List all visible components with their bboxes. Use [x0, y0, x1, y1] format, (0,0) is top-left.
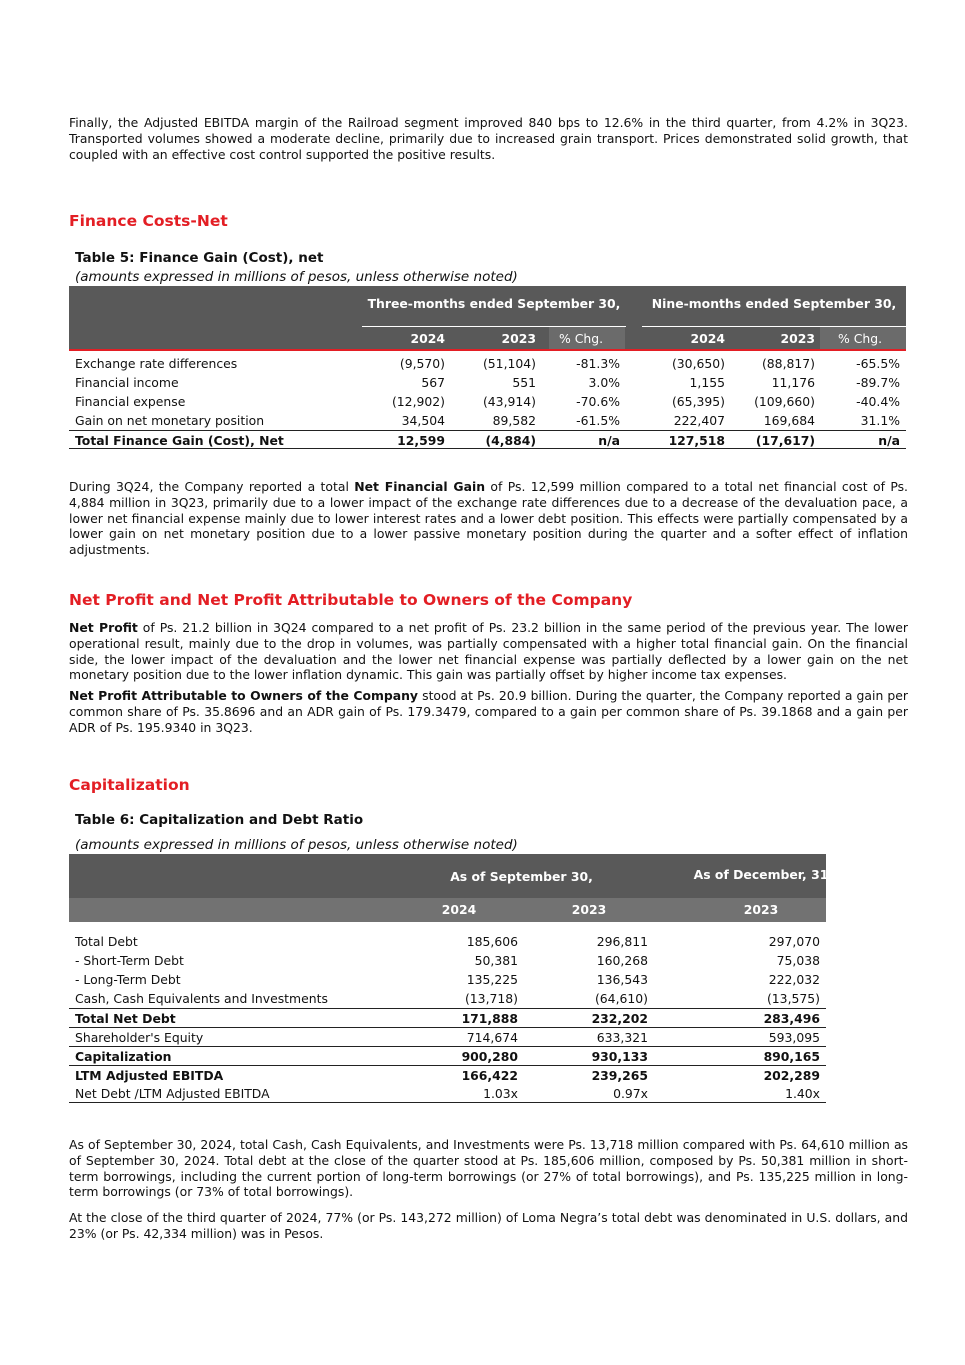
table-row [69, 411, 906, 430]
row-label: Total Debt [75, 934, 138, 949]
col-chg-3m: % Chg. [559, 331, 604, 346]
cell: 239,265 [591, 1068, 648, 1083]
finance-table [69, 286, 906, 449]
cell: (43,914) [482, 394, 536, 409]
cell: 89,582 [492, 413, 536, 428]
intro-paragraph: Finally, the Adjusted EBITDA margin of the Railroad segment improved 840 bps to 12.6% in the third quarter, from 4.2% in 3Q23. Transported volumes showed a moderate decline, primarily due to increased grain transport. Prices demonstrated solid growth, that coupled with an effective cost control supported the positive results. [69, 115, 908, 162]
capitalization-paragraph-1: As of September 30, 2024, total Cash, Cash Equivalents, and Investments were Ps. 13,718 million compared with Ps. 64,610 million as of September 30, 2024. Total debt at the close of the quarter stood at Ps. 185,606 million, composed by Ps. 50,381 million in short-term borrowings, including the current portion of long-term borrowings (or 27% of total borrowings), and Ps. 135,225 million in long-term borrowings (or 73% of total borrowings). [69, 1137, 908, 1200]
cell: (65,395) [671, 394, 725, 409]
cell: -65.5% [856, 356, 900, 371]
finance-table-column-header [69, 327, 906, 351]
cell: 296,811 [596, 934, 648, 949]
col-2024-9m: 2024 [690, 331, 725, 346]
cell: 75,038 [776, 953, 820, 968]
col-2023-sep: 2023 [571, 902, 607, 917]
col-2024: 2024 [441, 902, 477, 917]
cell: 3.0% [588, 375, 620, 390]
row-label: - Short-Term Debt [75, 953, 184, 968]
cell: -89.7% [856, 375, 900, 390]
section-title-capitalization: Capitalization [69, 776, 190, 794]
cell: 222,407 [673, 413, 725, 428]
cell: (17,617) [755, 433, 815, 448]
row-label: Net Debt /LTM Adjusted EBITDA [75, 1086, 270, 1101]
row-label: Capitalization [75, 1049, 172, 1064]
row-label: - Long-Term Debt [75, 972, 181, 987]
row-label: Total Net Debt [75, 1011, 176, 1026]
net-profit-paragraph: Net Profit of Ps. 21.2 billion in 3Q24 compared to a net profit of Ps. 23.2 billion in the same period of the previous year. The lower operational result, mainly due to the drop in volumes, was partially compensated with a higher total financial gain. On the financial side, the lower impact of the devaluation and the lower net financial expense was partially deflected by a lower gain on the net monetary position due to the lower inflation dynamic. This gain was partially offset by higher income tax expenses. [69, 620, 908, 683]
row-label: Cash, Cash Equivalents and Investments [75, 991, 328, 1006]
net-profit-owners-paragraph: Net Profit Attributable to Owners of the Company stood at Ps. 20.9 billion. During the quarter, the Company reported a gain per common share of Ps. 35.8696 and an ADR gain of Ps. 179.3479, compared to a gain per common share of Ps. 39.1868 and a gain per ADR of Ps. 195.9340 in 3Q23. [69, 688, 908, 735]
row-label: Financial expense [75, 394, 186, 409]
cell: n/a [878, 433, 900, 448]
cell: 297,070 [768, 934, 820, 949]
group-three-months: Three-months ended September 30, [367, 296, 621, 311]
row-label: Shareholder's Equity [75, 1030, 204, 1045]
table-row [69, 1065, 826, 1084]
cell: (13,718) [464, 991, 518, 1006]
cell: 714,674 [466, 1030, 518, 1045]
cell: 136,543 [596, 972, 648, 987]
cell: (30,650) [671, 356, 725, 371]
cell: (64,610) [594, 991, 648, 1006]
table-row-total [69, 430, 906, 449]
cell: (51,104) [482, 356, 536, 371]
cell: 127,518 [668, 433, 725, 448]
cell: 185,606 [466, 934, 518, 949]
col-chg-9m: % Chg. [838, 331, 883, 346]
cell: -40.4% [856, 394, 900, 409]
row-label: Exchange rate differences [75, 356, 238, 371]
finance-table-group-header [69, 286, 906, 327]
cell: 11,176 [771, 375, 815, 390]
col-2023-dec: 2023 [743, 902, 779, 917]
cell: n/a [598, 433, 620, 448]
capitalization-group-header [69, 854, 829, 898]
cell: 171,888 [461, 1011, 518, 1026]
cell: 34,504 [401, 413, 445, 428]
table5-title: Table 5: Finance Gain (Cost), net [75, 250, 324, 266]
cell: (9,570) [399, 356, 445, 371]
group-as-of-december: As of December, 31 [693, 867, 829, 882]
cell: (13,575) [766, 991, 820, 1006]
cell: 633,321 [596, 1030, 648, 1045]
cell: 1.03x [483, 1086, 518, 1101]
table-row [69, 970, 826, 989]
cell: 900,280 [461, 1049, 518, 1064]
table-row [69, 1046, 826, 1065]
table-row [69, 1084, 826, 1103]
col-2023-3m: 2023 [501, 331, 536, 346]
cell: 31.1% [860, 413, 900, 428]
cell: 222,032 [768, 972, 820, 987]
cell: (12,902) [391, 394, 445, 409]
capitalization-column-header [69, 898, 826, 922]
cell: 567 [421, 375, 445, 390]
table-row [69, 1027, 826, 1046]
row-label: LTM Adjusted EBITDA [75, 1068, 224, 1083]
table6-title: Table 6: Capitalization and Debt Ratio [75, 812, 364, 828]
row-label: Total Finance Gain (Cost), Net [75, 433, 284, 448]
group-as-of-september: As of September 30, [450, 869, 593, 884]
cell: (88,817) [761, 356, 815, 371]
cell: 551 [512, 375, 536, 390]
cell: (109,660) [754, 394, 815, 409]
cell: 890,165 [763, 1049, 820, 1064]
cell: 169,684 [763, 413, 815, 428]
cell: (4,884) [485, 433, 536, 448]
cell: 930,133 [591, 1049, 648, 1064]
col-2024-3m: 2024 [410, 331, 445, 346]
cell: 1,155 [689, 375, 725, 390]
cell: 283,496 [763, 1011, 820, 1026]
cell: -81.3% [576, 356, 620, 371]
row-label: Gain on net monetary position [75, 413, 265, 428]
cell: 202,289 [763, 1068, 820, 1083]
table6-note: (amounts expressed in millions of pesos, unless otherwise noted) [75, 837, 518, 853]
row-label: Financial income [75, 375, 179, 390]
section-title-finance-costs: Finance Costs-Net [69, 212, 228, 230]
cell: -61.5% [576, 413, 620, 428]
table-row [69, 932, 826, 951]
table-row [69, 354, 906, 373]
cell: 232,202 [591, 1011, 648, 1026]
finance-paragraph: During 3Q24, the Company reported a total Net Financial Gain of Ps. 12,599 million compared to a total net financial cost of Ps. 4,884 million in 3Q23, primarily due to a lower impact of the exchange rate differences due to a decrease of the devaluation pace, a lower net financial expense mainly due to lower interest rates and a lower debt position. This effects were partially compensated by a lower gain on net monetary position due to a lower passive monetary position during the quarter and a softer effect of inflation adjustments. [69, 479, 908, 558]
table-row [69, 951, 826, 970]
cell: 166,422 [461, 1068, 518, 1083]
cell: 160,268 [596, 953, 648, 968]
table-row [69, 989, 826, 1008]
table-row [69, 392, 906, 411]
capitalization-paragraph-2: At the close of the third quarter of 2024, 77% (or Ps. 143,272 million) of Loma Negra’s total debt was denominated in U.S. dollars, and 23% (or Ps. 42,334 million) was in Pesos. [69, 1210, 908, 1241]
cell: -70.6% [576, 394, 620, 409]
capitalization-table [69, 854, 829, 1103]
col-2023-9m: 2023 [780, 331, 815, 346]
cell: 12,599 [397, 433, 445, 448]
cell: 593,095 [768, 1030, 820, 1045]
table-row [69, 1008, 826, 1027]
cell: 50,381 [474, 953, 518, 968]
cell: 0.97x [613, 1086, 648, 1101]
section-title-net-profit: Net Profit and Net Profit Attributable to Owners of the Company [69, 591, 633, 609]
table5-note: (amounts expressed in millions of pesos, unless otherwise noted) [75, 269, 518, 285]
table-row [69, 373, 906, 392]
cell: 1.40x [785, 1086, 820, 1101]
group-nine-months: Nine-months ended September 30, [651, 296, 897, 311]
cell: 135,225 [466, 972, 518, 987]
